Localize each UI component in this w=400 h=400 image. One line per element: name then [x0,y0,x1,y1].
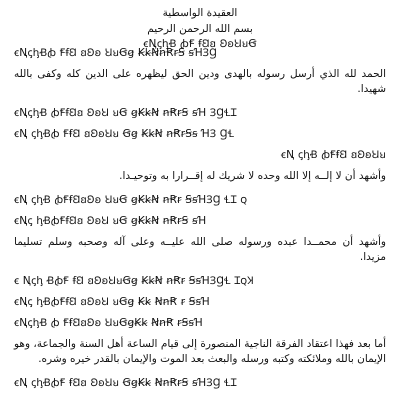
translit-line: ꞓꞐꞔꞕꞖ ꞗ ꞘꞙꞚꞛꞜꞝ ꞞꞟꞠꞡꞢꞣ ꞤꞥꞦ ꞧꞨꞩꞪ [14,317,203,329]
translit-line: ꞓꞐꞔꞕꞖꞗ ꞘꞙꞚ ꞛꞜꞝ ꞞꞟꞠꞡ ꞢꞣꞤꞥꞦꞧꞨ ꞩꞪꞫꞬ [14,47,218,59]
paragraph-4 [14,274,386,367]
translit-line: ꞓꞐꞔ ꞕꞖꞗꞘꞙꞚꞛ ꞜꞝꞞ ꞟꞠ ꞡꞢꞣꞤ ꞥꞦꞧꞨ ꞩꞪ [14,215,207,227]
translit-line: ꞓ Ꞑꞔꞕ ꞖꞗꞘ ꞙꞚ ꞛꞜꞝꞞꞟꞠꞡ ꞢꞣꞤ ꞥꞦꞧ ꞨꞩꞪꞫꞬꞭ ꞮꞯꞰ [14,275,254,287]
basmala [14,22,386,50]
basmala-arabic: بسم الله الرحمن الرحيم [147,23,253,35]
document-title: العقيدة الواسطية [162,7,238,19]
paragraph-3 [14,193,386,265]
arabic-text: أما بعد فهذا اعتقاد الفرقة الناجية المنصورة إلى قيام الساعة أهل السنة والجماعة، وهو الإيمان بالله وملائكته وكتبه ورسله والبعث بعد الموت والإيمان بالقدر خيره وشره. [14,338,386,365]
translit-line: ꞓꞐꞔ ꞕꞖꞗꞘꞙꞚ ꞛꞜꞝꞞ ꞟꞠꞡ Ꞣꞣ ꞤꞥꞦ ꞧ ꞨꞩꞪ [14,296,210,308]
translit-line: ꞓꞐ ꞔꞕꞖꞗ ꞘꞙꞚ ꞛꞜꞝꞞꞟ Ꞡꞡ ꞢꞣꞤ ꞥꞦꞧꞨꞩ ꞪꞫ ꞬꞭ [14,128,235,140]
arabic-text: الحمد لله الذي أرسل رسوله بالهدى ودين الحق ليظهره على الدين كله وكفى بالله شهيدا. [14,68,386,95]
paragraph-5 [14,376,386,391]
translit-line: ꞓꞐ ꞔꞕꞖ ꞗꞘꞙꞚ ꞛꞜꞝꞞꞟ [280,149,386,161]
paragraph-2 [14,106,386,184]
basmala-transliteration: ꞓꞐꞔꞕꞖ ꞗꞘ ꞙꞚꞛ ꞜꞝꞞꞟꞠ [143,38,257,50]
translit-line: ꞓꞐ ꞔꞕꞖꞗꞘ ꞙꞚꞛ ꞜꞝꞞꞟ ꞠꞡꞢꞣ ꞤꞥꞦꞧꞨ ꞩꞪꞫꞬ ꞭꞮ [14,377,237,389]
arabic-text: وأشهد أن لا إلــه إلا الله وحده لا شريك له إقــرارا به وتوحيـدا. [119,170,386,182]
arabic-text: وأشهد أن محمــدا عبده ورسوله صلى الله عليــه وعلى آله وصحبه وسلم تسليما مزيدا. [14,236,386,263]
translit-line: ꞓꞐꞔꞕꞖ ꞗꞘꞙꞚꞛ ꞜꞝꞞ ꞟꞠ ꞡꞢꞣꞤ ꞥꞦꞧꞨ ꞩꞪ ꞫꞬꞭꞮ [14,107,237,119]
translit-line: ꞓꞐ ꞔꞕꞖ ꞗꞘꞙꞚꞛꞜꞝ ꞞꞟꞠ ꞡꞢꞣꞤ ꞥꞦꞧ ꞨꞩꞪꞫꞬ ꞭꞮ ꞯ [14,194,248,206]
paragraph-1 [14,46,386,97]
